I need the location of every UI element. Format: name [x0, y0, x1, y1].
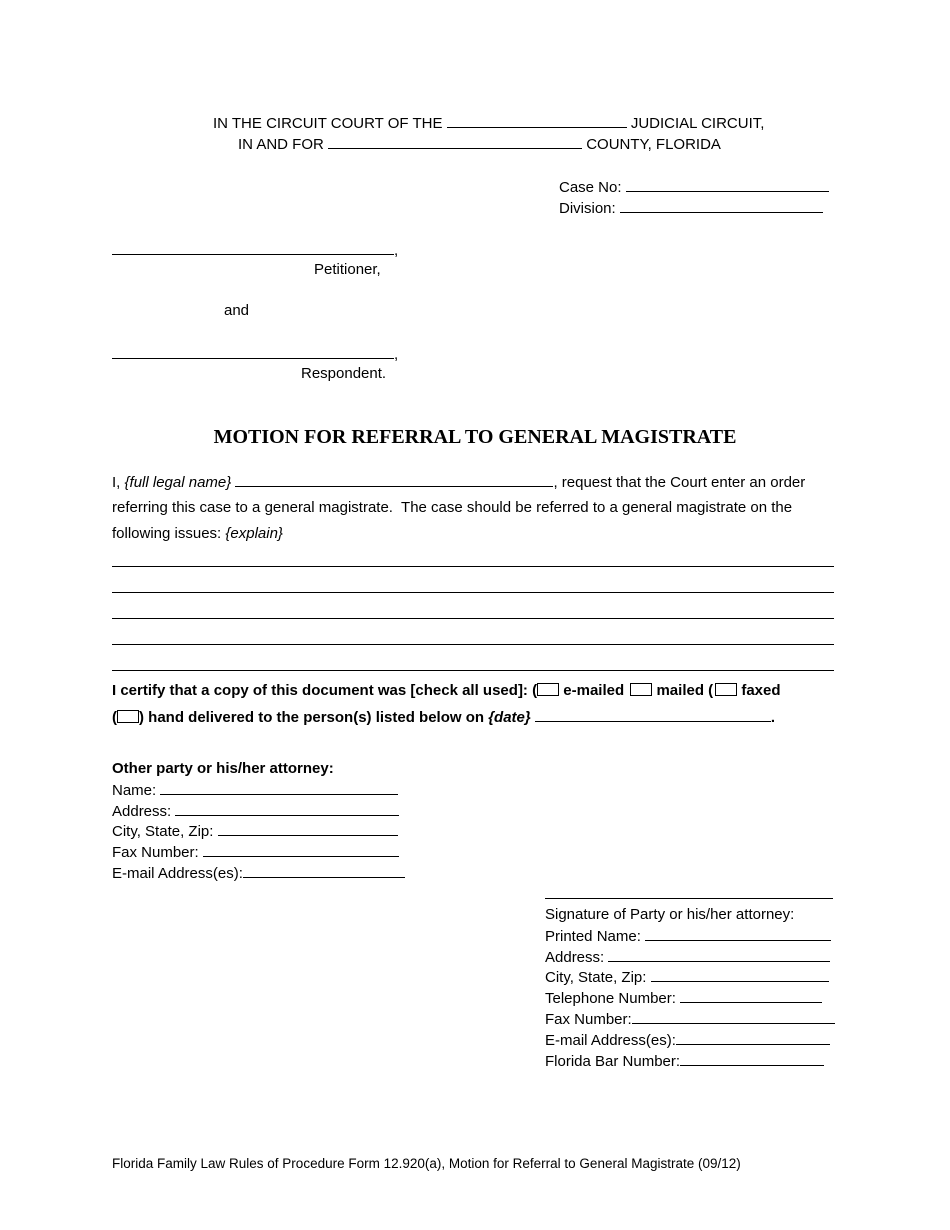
- other-party-city-label: City, State, Zip:: [112, 823, 214, 840]
- county-field[interactable]: [328, 134, 582, 149]
- other-party-name-row: [112, 780, 398, 801]
- division-field[interactable]: [620, 198, 823, 213]
- printed-name-field[interactable]: [645, 926, 831, 941]
- certify-prefix: I certify that a copy of this document was [check all used]: (: [112, 682, 538, 699]
- bar-number-field[interactable]: [680, 1051, 824, 1066]
- sig-address-row: [545, 947, 830, 968]
- body-line1: [112, 472, 805, 493]
- signature-line-row: [545, 884, 833, 905]
- sig-email-field[interactable]: [676, 1030, 830, 1045]
- bar-number-label: Florida Bar Number:: [545, 1053, 681, 1070]
- other-party-address-label: Address:: [112, 803, 172, 820]
- header-line2-prefix: IN AND FOR: [238, 136, 324, 153]
- bar-number-row: [545, 1051, 824, 1072]
- mailed-checkbox[interactable]: [630, 683, 652, 696]
- sig-email-row: [545, 1030, 830, 1051]
- other-party-name-field[interactable]: [160, 780, 398, 795]
- certify-line2: ( ) hand delivered to the person(s) listed below on {date} .: [112, 709, 776, 726]
- respondent-comma: ,: [394, 346, 399, 363]
- body-line2: referring this case to a general magistrate. The case should be referred to a general magistrate on the: [112, 499, 793, 516]
- court-header-line1: [213, 113, 764, 134]
- sig-fax-row: [545, 1009, 835, 1030]
- sig-city-row: [545, 967, 829, 988]
- explain-line-3[interactable]: [112, 618, 834, 619]
- sig-city-label: City, State, Zip:: [545, 969, 647, 986]
- hand-delivered-checkbox[interactable]: [117, 710, 139, 723]
- full-legal-name-field[interactable]: [235, 472, 553, 487]
- case-no-label: Case No:: [559, 179, 622, 196]
- signature-label: Signature of Party or his/her attorney:: [545, 906, 795, 923]
- respondent-name-field[interactable]: [112, 344, 394, 359]
- emailed-label: e-mailed: [563, 682, 625, 699]
- other-party-email-label: E-mail Address(es):: [112, 865, 243, 882]
- explain-line-5[interactable]: [112, 670, 834, 671]
- faxed-checkbox[interactable]: [715, 683, 737, 696]
- petitioner-label: Petitioner,: [314, 261, 381, 278]
- other-party-fax-label: Fax Number:: [112, 844, 199, 861]
- other-party-email-field[interactable]: [243, 863, 405, 878]
- faxed-label: faxed: [741, 682, 781, 699]
- sig-city-field[interactable]: [651, 967, 829, 982]
- other-party-name-label: Name:: [112, 782, 157, 799]
- other-party-email-row: [112, 863, 405, 884]
- sig-address-field[interactable]: [608, 947, 830, 962]
- telephone-label: Telephone Number:: [545, 990, 676, 1007]
- document-title: MOTION FOR REFERRAL TO GENERAL MAGISTRATE: [213, 426, 737, 448]
- respondent-label: Respondent.: [301, 365, 387, 382]
- case-no-row: [559, 177, 829, 198]
- full-legal-name-hint: {full legal name}: [124, 474, 232, 491]
- printed-name-row: [545, 926, 831, 947]
- emailed-checkbox[interactable]: [537, 683, 559, 696]
- other-party-fax-row: [112, 842, 399, 863]
- petitioner-name-field[interactable]: [112, 240, 394, 255]
- header-line1-prefix: IN THE CIRCUIT COURT OF THE: [213, 115, 443, 132]
- header-line1-suffix: JUDICIAL CIRCUIT,: [630, 115, 765, 132]
- other-party-fax-field[interactable]: [203, 842, 399, 857]
- sig-fax-label: Fax Number:: [545, 1011, 632, 1028]
- explain-line-1[interactable]: [112, 566, 834, 567]
- body-line1-prefix: I,: [112, 474, 125, 491]
- body-line3: [112, 524, 283, 544]
- date-hint: {date}: [488, 709, 531, 726]
- mailed-label: mailed: [656, 682, 704, 699]
- sig-email-label: E-mail Address(es):: [545, 1032, 676, 1049]
- petitioner-comma: ,: [394, 242, 399, 259]
- telephone-field[interactable]: [680, 988, 822, 1003]
- respondent-name-row: [112, 344, 398, 365]
- printed-name-label: Printed Name:: [545, 928, 641, 945]
- other-party-city-field[interactable]: [218, 821, 398, 836]
- sig-address-label: Address:: [545, 949, 605, 966]
- signature-field[interactable]: [545, 884, 833, 899]
- form-footer: Florida Family Law Rules of Procedure Form 12.920(a), Motion for Referral to General Magistrate (09/12): [112, 1156, 741, 1171]
- telephone-row: [545, 988, 822, 1009]
- certify-line1: I certify that a copy of this document was [check all used]: ( e-mailed mailed ( faxed: [112, 682, 781, 699]
- body-line1-suffix: , request that the Court enter an order: [553, 474, 806, 491]
- explain-hint: {explain}: [225, 525, 283, 542]
- judicial-circuit-field[interactable]: [447, 113, 627, 128]
- body-line3-prefix: following issues:: [112, 525, 226, 542]
- date-field[interactable]: [535, 707, 771, 722]
- case-no-field[interactable]: [626, 177, 829, 192]
- explain-line-2[interactable]: [112, 592, 834, 593]
- other-party-address-field[interactable]: [175, 801, 399, 816]
- explain-line-4[interactable]: [112, 644, 834, 645]
- division-row: [559, 198, 823, 219]
- other-party-city-row: [112, 821, 398, 842]
- and-label: and: [224, 302, 250, 319]
- certify-period: .: [770, 709, 776, 726]
- sig-fax-field[interactable]: [632, 1009, 835, 1024]
- petitioner-name-row: [112, 240, 398, 261]
- other-party-heading: Other party or his/her attorney:: [112, 760, 334, 777]
- other-party-address-row: [112, 801, 399, 822]
- court-header-line2: [238, 134, 721, 155]
- hand-delivered-label: hand delivered to the person(s) listed below on: [148, 709, 485, 726]
- header-line2-suffix: COUNTY, FLORIDA: [586, 136, 721, 153]
- division-label: Division:: [559, 200, 616, 217]
